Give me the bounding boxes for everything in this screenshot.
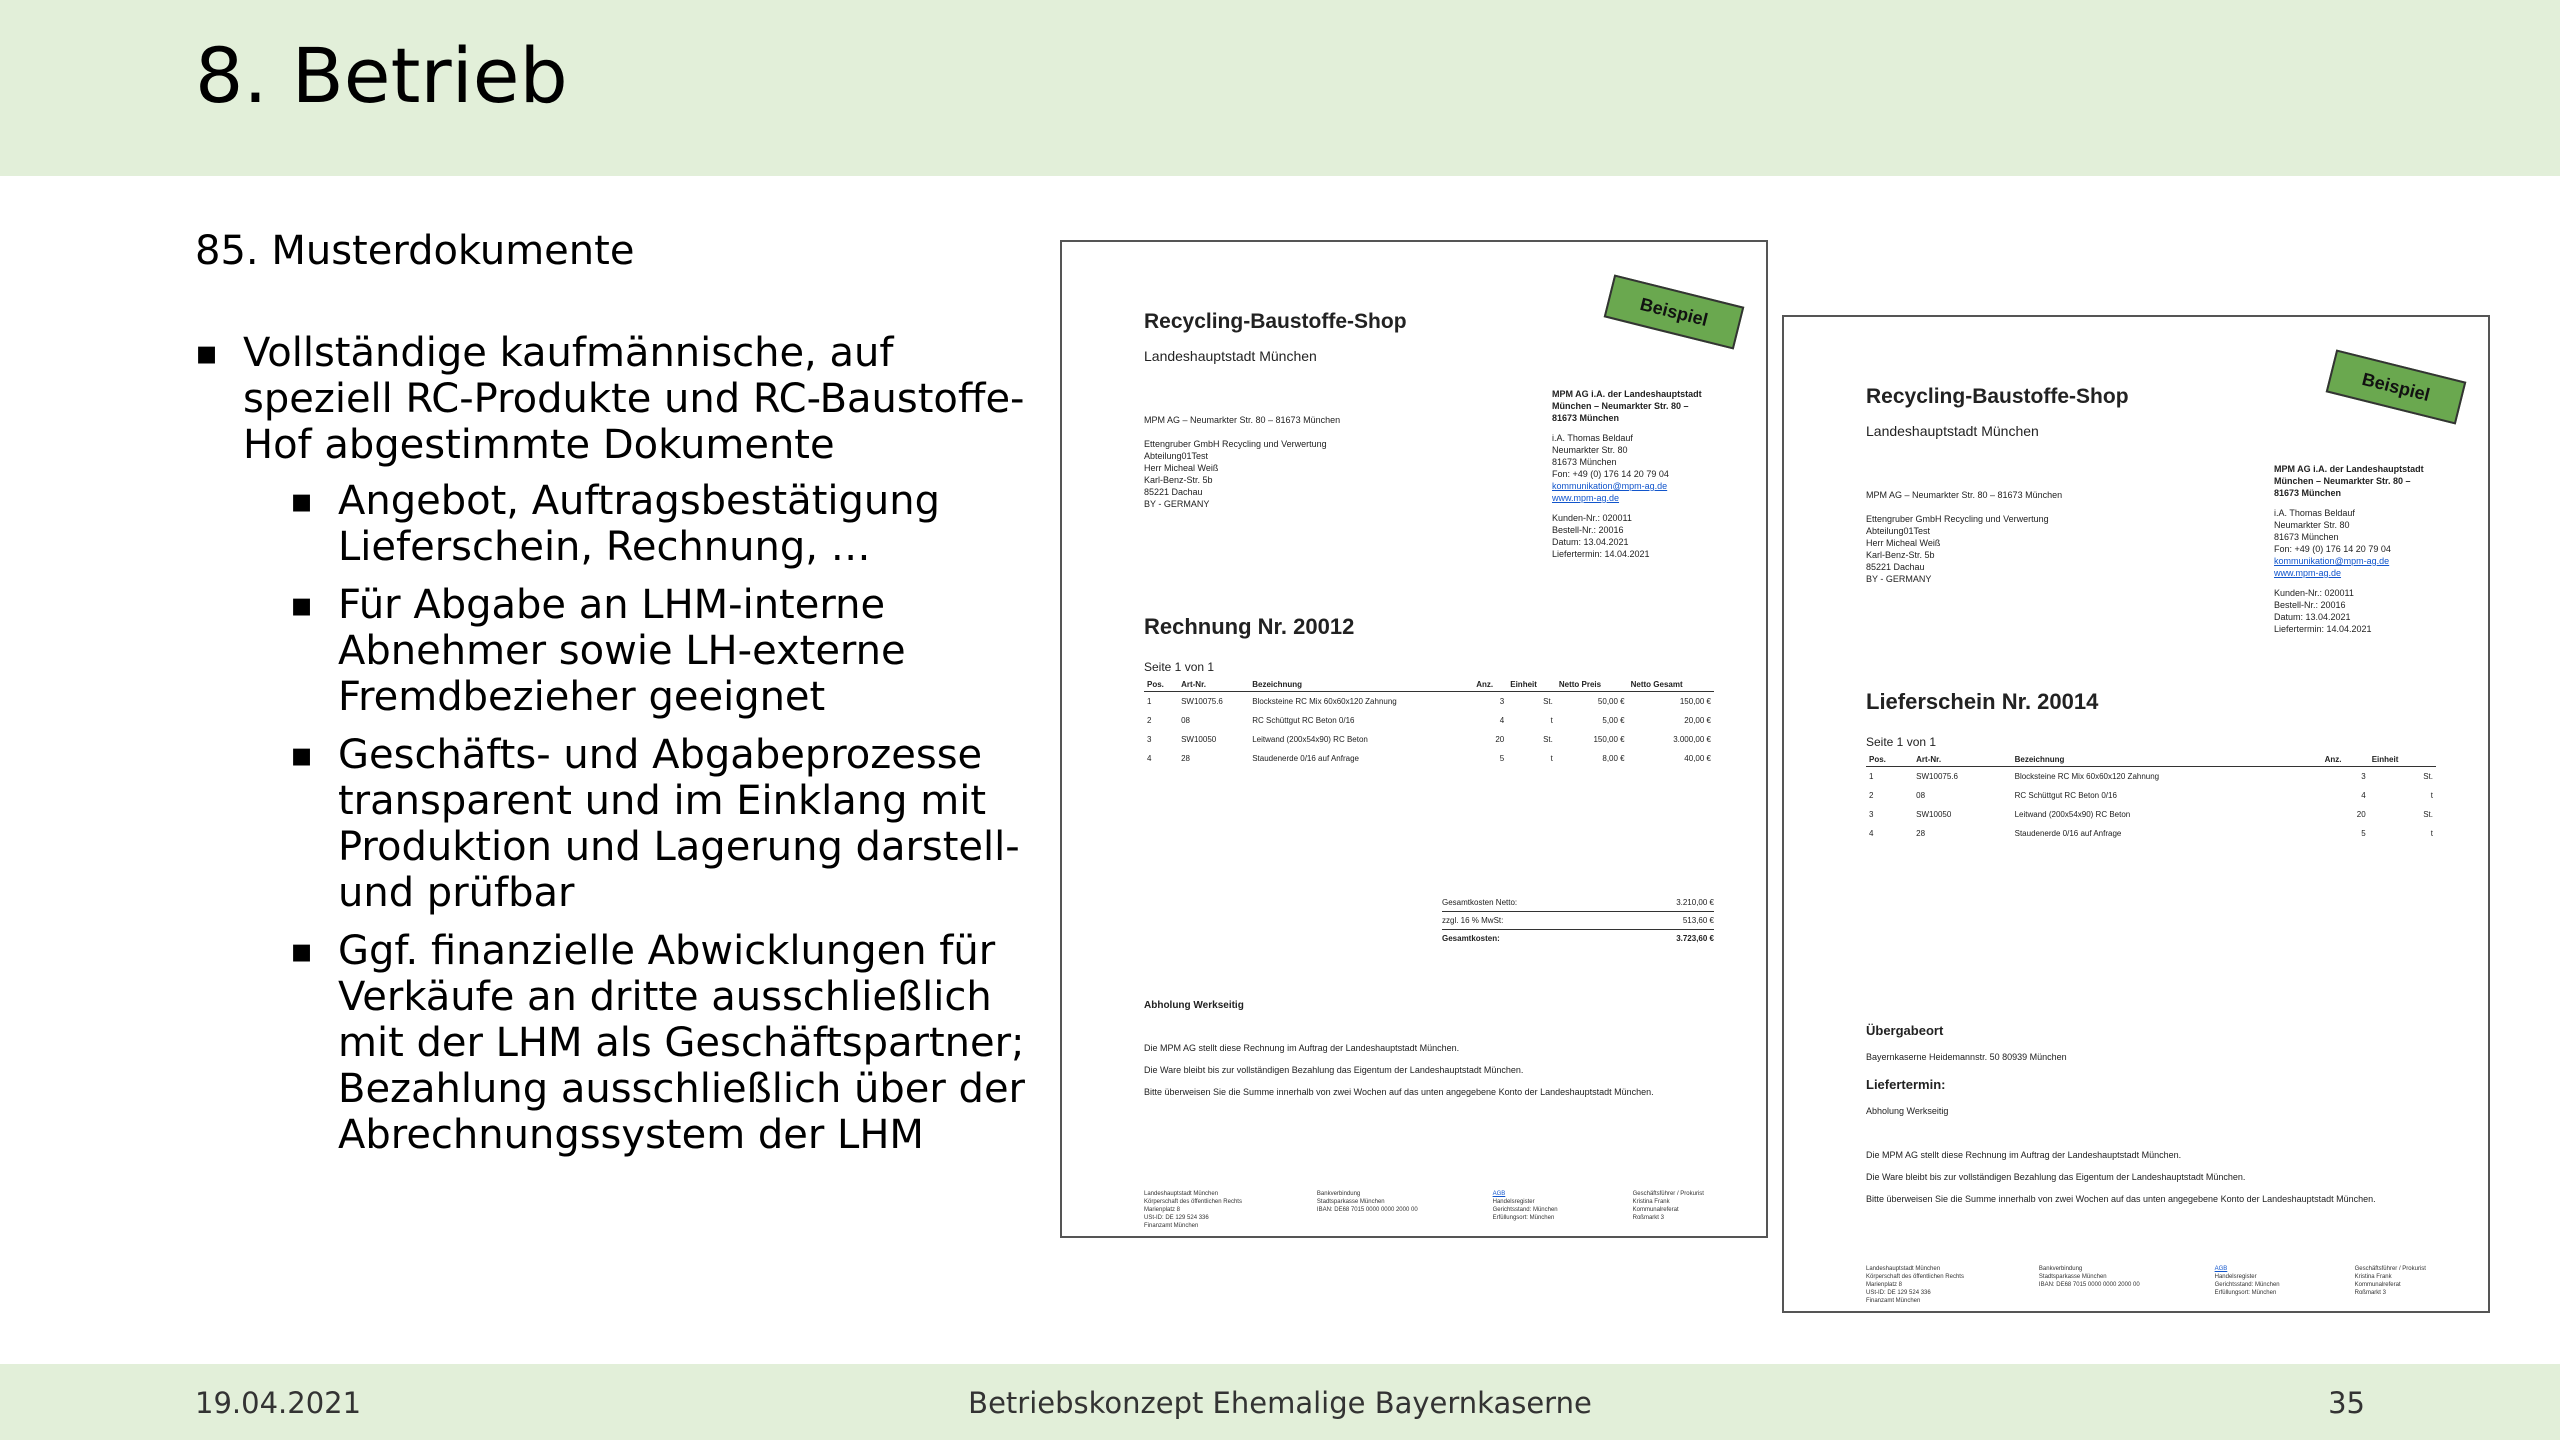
table-row: 1 SW10075.6 Blocksteine RC Mix 60x60x120 Zahnung 3 St. bbox=[1869, 772, 2433, 781]
delivery-date-label: Liefertermin: bbox=[1866, 1077, 1946, 1092]
example-stamp: Beispiel bbox=[2326, 349, 2467, 424]
recipient-address: Ettengruber GmbH Recycling und Verwertung Abteilung01Test Herr Micheal Weiß Karl-Benz-Str. 5b 85221 Dachau BY - GERMANY bbox=[1866, 514, 2049, 584]
handover-address: Bayernkaserne Heidemannstr. 50 80939 München bbox=[1866, 1052, 2067, 1062]
pickup-label: Abholung Werkseitig bbox=[1144, 1000, 1244, 1011]
bullet-main: ▪ Vollständige kaufmännische, auf speziell RC-Produkte und RC-Baustoffe-Hof abgestimmte Dokumente bbox=[195, 330, 1055, 468]
table-row: 2 08 RC Schüttgut RC Beton 0/16 4 t bbox=[1869, 791, 2433, 800]
footer-date: 19.04.2021 bbox=[195, 1386, 362, 1420]
document-footer: Landeshauptstadt München Körperschaft des öffentlichen Rechts Marienplatz 8 USt-ID: DE 129 524 336 Finanzamt München Bankverbindung Stadtsparkasse München IBAN: DE68 7015 0000 0000 2000 00 AGB Handelsregister Gerichtsstand: München Erfüllungsort: München Geschäftsführer / Prokurist Kristina Frank Kommunalreferat Roßmarkt 3 bbox=[1866, 1266, 2426, 1304]
table-row: 4 28 Staudenerde 0/16 auf Anfrage 5 t bbox=[1869, 829, 2433, 838]
slide-title: 8. Betrieb bbox=[195, 31, 568, 120]
company-info: MPM AG i.A. der Landeshauptstadt München – Neumarkter Str. 80 – 81673 München i.A. Thomas Beldauf Neumarkter Str. 80 81673 München Fon: +49 (0) 176 14 20 79 04 kommunikation@mpm-ag.de www.mpm-ag.de Kunden-Nr.: 020011 Bestell-Nr.: 20016 Datum: 13.04.2021 Liefertermin: 14.04.2021 bbox=[1552, 389, 1702, 559]
pickup-label: Abholung Werkseitig bbox=[1866, 1106, 1949, 1116]
footer-title: Betriebskonzept Ehemalige Bayernkaserne bbox=[968, 1386, 1592, 1420]
bullet-sub: ▪ Für Abgabe an LHM-interne Abnehmer sowie LH-externe Fremdbezieher geeignet bbox=[290, 582, 1055, 720]
shop-name: Recycling-Baustoffe-Shop bbox=[1144, 310, 1407, 333]
sender-line: MPM AG – Neumarkter Str. 80 – 81673 München bbox=[1144, 415, 1341, 425]
slide-footer bbox=[0, 1364, 2560, 1440]
notes: Die MPM AG stellt diese Rechnung im Auftrag der Landeshauptstadt München. Die Ware bleibt bis zur vollständigen Bezahlung das Eigentum der Landeshauptstadt München. Bitte überweisen Sie die Summe innerhalb von zwei Wochen auf das unten angegebene Konto der Landeshauptstadt München. bbox=[1144, 1043, 1654, 1097]
recipient-address: Ettengruber GmbH Recycling und Verwertung Abteilung01Test Herr Micheal Weiß Karl-Benz-Str. 5b 85221 Dachau BY - GERMANY bbox=[1144, 439, 1327, 509]
items-table: Pos. Art-Nr. Bezeichnung Anz. Einheit 1 SW10075.6 Blocksteine RC Mix 60x60x120 Zahnung 3 St. 2 08 RC Schüttgut RC Beton 0/16 4 t 3 SW10050 Leitwand (200x54x90) RC Beton 20 St. 4 28 Staudenerde 0/16 auf Anfrage 5 t bbox=[1866, 753, 2436, 843]
table-row: 3 SW10050 Leitwand (200x54x90) RC Beton 20 St. bbox=[1869, 810, 2433, 819]
delivery-note-document-image bbox=[1782, 315, 2490, 1313]
document-title: Lieferschein Nr. 20014 bbox=[1866, 689, 2099, 714]
invoice-document-image bbox=[1060, 240, 1768, 1238]
bullet-sub: ▪ Ggf. finanzielle Abwicklungen für Verkäufe an dritte ausschließlich mit der LHM als Geschäftspartner; Bezahlung ausschließlich über der Abrechnungssystem der LHM bbox=[290, 928, 1055, 1158]
bullet-sub: ▪ Angebot, Auftragsbestätigung Lieferschein, Rechnung, … bbox=[290, 478, 1055, 570]
table-row: 4 28 Staudenerde 0/16 auf Anfrage 5 t 8,00 € 40,00 € bbox=[1147, 754, 1711, 763]
bullet-list bbox=[195, 330, 1055, 1170]
page-indicator: Seite 1 von 1 bbox=[1866, 735, 1937, 749]
section-subtitle: 85. Musterdokumente bbox=[195, 228, 635, 274]
page-number: 35 bbox=[2328, 1386, 2365, 1420]
notes: Die MPM AG stellt diese Rechnung im Auftrag der Landeshauptstadt München. Die Ware bleibt bis zur vollständigen Bezahlung das Eigentum der Landeshauptstadt München. Bitte überweisen Sie die Summe innerhalb von zwei Wochen auf das unten angegebene Konto der Landeshauptstadt München. bbox=[1866, 1150, 2376, 1204]
city-name: Landeshauptstadt München bbox=[1144, 348, 1317, 364]
handover-label: Übergabeort bbox=[1866, 1023, 1944, 1038]
items-table: Pos. Art-Nr. Bezeichnung Anz. Einheit Netto Preis Netto Gesamt 1 SW10075.6 Blocksteine RC Mix 60x60x120 Zahnung 3 St. 50,00 € 150,00 € 2 08 RC Schüttgut RC Beton 0/16 4 t 5,00 € 20,00 € 3 SW10050 Leitwand (200x54x90) RC Beton 20 St. 150,00 € 3.000,00 € 4 28 Staudenerde 0/16 auf Anfrage 5 t 8,00 € 40,00 € bbox=[1144, 678, 1714, 768]
company-info: MPM AG i.A. der Landeshauptstadt München – Neumarkter Str. 80 – 81673 München i.A. Thomas Beldauf Neumarkter Str. 80 81673 München Fon: +49 (0) 176 14 20 79 04 kommunikation@mpm-ag.de www.mpm-ag.de Kunden-Nr.: 020011 Bestell-Nr.: 20016 Datum: 13.04.2021 Liefertermin: 14.04.2021 bbox=[2274, 464, 2424, 634]
document-footer: Landeshauptstadt München Körperschaft des öffentlichen Rechts Marienplatz 8 USt-ID: DE 129 524 336 Finanzamt München Bankverbindung Stadtsparkasse München IBAN: DE68 7015 0000 0000 2000 00 AGB Handelsregister Gerichtsstand: München Erfüllungsort: München Geschäftsführer / Prokurist Kristina Frank Kommunalreferat Roßmarkt 3 bbox=[1144, 1191, 1704, 1229]
page-indicator: Seite 1 von 1 bbox=[1144, 660, 1215, 674]
table-row: 3 SW10050 Leitwand (200x54x90) RC Beton 20 St. 150,00 € 3.000,00 € bbox=[1147, 735, 1711, 744]
table-row: 1 SW10075.6 Blocksteine RC Mix 60x60x120 Zahnung 3 St. 50,00 € 150,00 € bbox=[1147, 697, 1711, 706]
shop-name: Recycling-Baustoffe-Shop bbox=[1866, 385, 2129, 408]
bullet-sub: ▪ Geschäfts- und Abgabeprozesse transparent und im Einklang mit Produktion und Lagerung darstell- und prüfbar bbox=[290, 732, 1055, 916]
sender-line: MPM AG – Neumarkter Str. 80 – 81673 München bbox=[1866, 490, 2063, 500]
example-stamp: Beispiel bbox=[1604, 274, 1745, 349]
city-name: Landeshauptstadt München bbox=[1866, 423, 2039, 439]
totals-block: Gesamtkosten Netto: 3.210,00 € zzgl. 16 % MwSt: 513,60 € Gesamtkosten: 3.723,60 € bbox=[1442, 894, 1714, 947]
slide-header bbox=[0, 0, 2560, 176]
table-row: 2 08 RC Schüttgut RC Beton 0/16 4 t 5,00 € 20,00 € bbox=[1147, 716, 1711, 725]
document-title: Rechnung Nr. 20012 bbox=[1144, 614, 1355, 639]
